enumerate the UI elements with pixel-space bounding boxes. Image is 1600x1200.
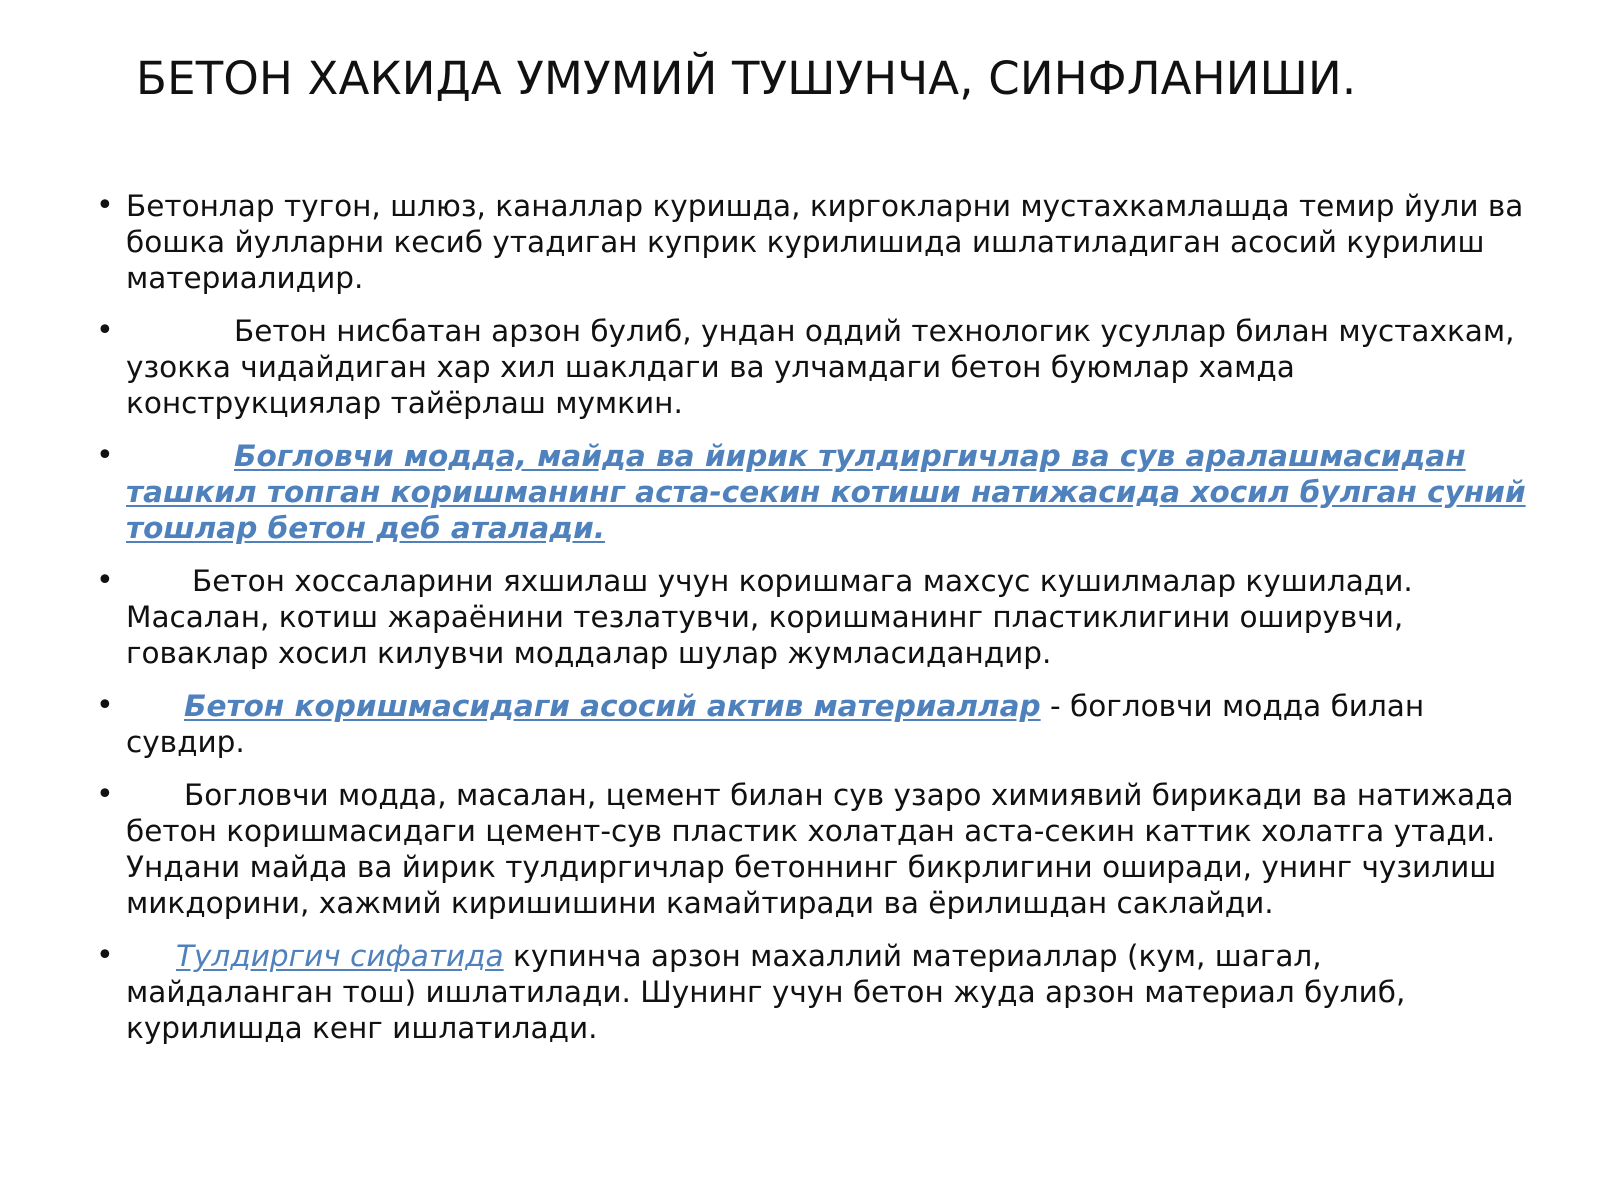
bullet-icon: • bbox=[96, 688, 114, 723]
bullet-text: Бетонлар тугон, шлюз, каналлар куришда, киргокларни мустахкамлашда темир йули ва бошка йулларни кесиб утадиган куприк курилишида ишлатиладиган асосий курилиш материалидир. bbox=[126, 189, 1524, 295]
bullet-item-additives bbox=[96, 563, 1526, 671]
bullet-item-concrete-usage bbox=[96, 188, 1526, 296]
bullet-icon: • bbox=[96, 938, 114, 973]
bullet-text: Бетон нисбатан арзон булиб, ундан оддий технологик усуллар билан мустахкам, узокка чидайдиган хар хил шаклдаги ва улчамдаги бетон буюмлар хамда конструкциялар тайёрлаш мумкин. bbox=[126, 314, 1515, 420]
bullet-icon: • bbox=[96, 313, 114, 348]
bullet-icon: • bbox=[96, 188, 114, 223]
bullet-item-binder-reaction bbox=[96, 777, 1526, 921]
bullet-item-active-materials bbox=[96, 688, 1526, 760]
bullet-item-concrete-cost bbox=[96, 313, 1526, 421]
filler-link[interactable]: Тулдиргич сифатида bbox=[176, 939, 504, 973]
active-materials-link[interactable]: Бетон коришмасидаги асосий актив материаллар bbox=[184, 689, 1041, 723]
bullet-icon: • bbox=[96, 777, 114, 812]
bullet-list bbox=[96, 188, 1526, 1063]
bullet-icon: • bbox=[96, 563, 114, 598]
bullet-icon: • bbox=[96, 438, 114, 473]
bullet-text: купинча арзон махаллий материаллар (кум, шагал, майдаланган тош) ишлатилади. Шунинг учун бетон жуда арзон материал булиб, курилишда кенг ишлатилади. bbox=[126, 939, 1406, 1045]
definition-link[interactable]: Богловчи модда, майда ва йирик тулдиргичлар ва сув аралашмасидан ташкил топган коришманинг аста-секин котиши натижасида хосил булган суний тошлар бетон деб аталади. bbox=[126, 439, 1526, 545]
bullet-item-concrete-definition bbox=[96, 438, 1526, 546]
bullet-text: - богловчи модда билан сувдир. bbox=[126, 689, 1425, 759]
bullet-text: Бетон хоссаларини яхшилаш учун коришмага махсус кушилмалар кушилади. Масалан, котиш жараёнини тезлатувчи, коришманинг пластиклигини оширувчи, говаклар хосил килувчи моддалар шулар жумласидандир. bbox=[126, 564, 1413, 670]
bullet-text: Богловчи модда, масалан, цемент билан сув узаро химиявий бирикади ва натижада бетон коришмасидаги цемент-сув пластик холатдан аста-секин каттик холатга утади. Ундани майда ва йирик тулдиргичлар бетоннинг бикрлигини оширади, унинг чузилиш микдорини, хажмий киришишини камайтиради ва ёрилишдан саклайди. bbox=[126, 778, 1514, 920]
slide-title: БЕТОН ХАКИДА УМУМИЙ ТУШУНЧА, СИНФЛАНИШИ. bbox=[136, 52, 1357, 105]
bullet-item-fillers bbox=[96, 938, 1526, 1046]
